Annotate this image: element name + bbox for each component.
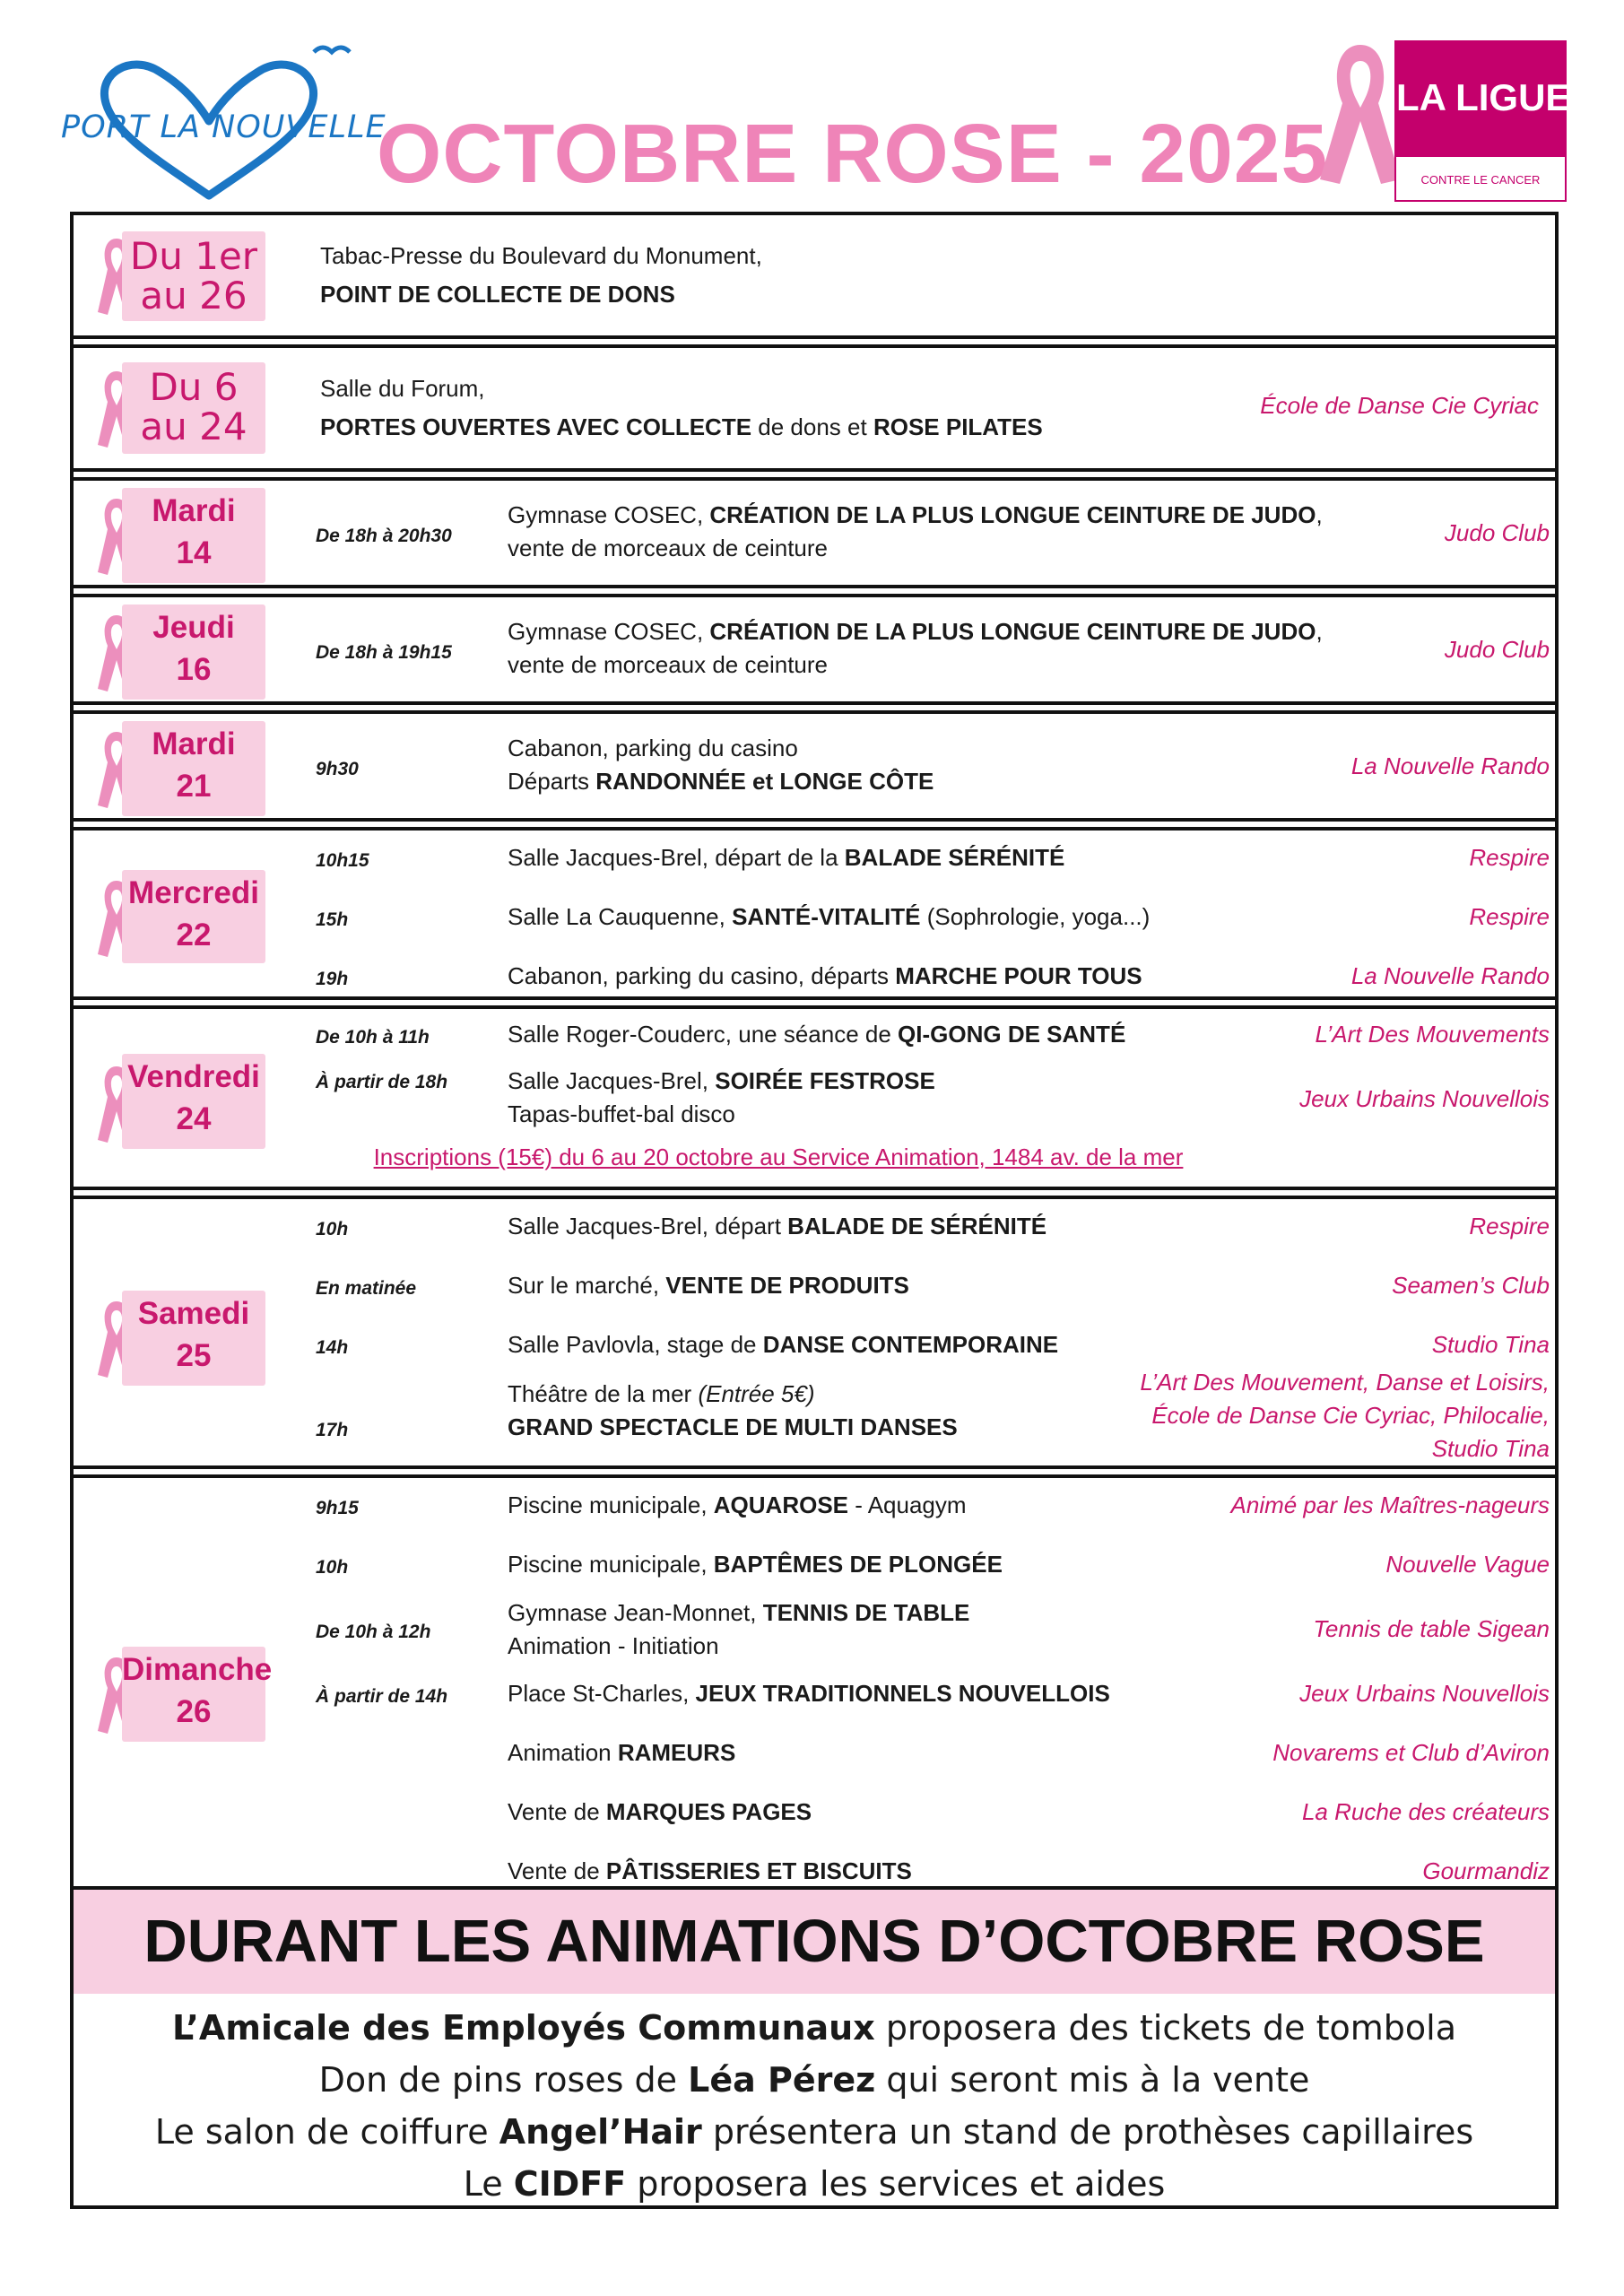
event-time: De 18h à 19h15 [316, 642, 452, 663]
seagull-icon [314, 48, 350, 52]
date-line2: au 24 [140, 404, 248, 448]
event-line: Gymnase COSEC, CRÉATION DE LA PLUS LONGUE CEINTURE DE JUDO, [508, 618, 1323, 645]
event-line: Piscine municipale, AQUAROSE - Aquagym [508, 1492, 967, 1518]
date-line2: au 26 [140, 274, 248, 317]
footer-line: Don de pins roses de Léa Pérez qui seront mis à la vente [318, 2060, 1310, 2100]
date-badge [122, 231, 265, 321]
date-badge [122, 604, 265, 700]
event-time: 9h30 [316, 759, 359, 779]
ligue-title: LA LIGUE [1396, 76, 1571, 118]
program-row [74, 1005, 1555, 1190]
organizer: Seamen’s Club [1392, 1272, 1550, 1299]
date-line2: 26 [176, 1694, 212, 1729]
organizer: Respire [1469, 844, 1550, 871]
date-line2: 25 [176, 1338, 212, 1373]
date-line2: 16 [176, 652, 212, 687]
page-title: OCTOBRE ROSE - 2025 [377, 107, 1329, 200]
program-row [74, 1196, 1555, 1469]
date-line1: Mardi [152, 726, 236, 761]
event-line: Gymnase Jean-Monnet, TENNIS DE TABLE [508, 1599, 970, 1626]
program-table [70, 212, 1559, 1896]
event-line: Salle Jacques-Brel, départ de la BALADE SÉRÉNITÉ [508, 844, 1065, 871]
event-line: Gymnase COSEC, CRÉATION DE LA PLUS LONGUE CEINTURE DE JUDO, [508, 501, 1323, 528]
date-line2: 21 [176, 769, 212, 804]
date-badge [122, 1647, 273, 1742]
event-line: Salle Roger-Couderc, une séance de QI-GONG DE SANTÉ [508, 1021, 1126, 1048]
event-time: À partir de 14h [316, 1686, 448, 1707]
date-line1: Mardi [152, 493, 236, 528]
event-time: 9h15 [316, 1498, 359, 1518]
event-time: 15h [316, 909, 349, 930]
organizer: Judo Club [1444, 519, 1550, 546]
footer-title: DURANT LES ANIMATIONS D’OCTOBRE ROSE [74, 1890, 1555, 1994]
date-line1: Jeudi [152, 610, 235, 645]
date-line1: Dimanche [122, 1652, 273, 1687]
date-badge [122, 870, 265, 963]
event-line: Salle du Forum, [320, 375, 485, 402]
organizer: Jeux Urbains Nouvellois [1299, 1680, 1550, 1707]
event-time: 17h [316, 1420, 349, 1440]
event-time: À partir de 18h [316, 1072, 448, 1092]
organizer: Studio Tina [1431, 1435, 1550, 1462]
program-row [74, 477, 1555, 588]
event-line: Cabanon, parking du casino [508, 735, 798, 761]
date-badge [122, 362, 265, 454]
event-line: Animation - Initiation [508, 1632, 719, 1659]
event-line: Théâtre de la mer (Entrée 5€) [508, 1380, 815, 1407]
program-row [74, 710, 1555, 822]
date-badge [122, 488, 265, 583]
event-time: De 10h à 12h [316, 1622, 431, 1642]
event-line: vente de morceaux de ceinture [508, 535, 828, 561]
program-row [74, 827, 1555, 1000]
event-line: PORTES OUVERTES AVEC COLLECTE de dons et ROSE PILATES [320, 413, 1043, 440]
organizer: L’Art Des Mouvement, Danse et Loisirs, [1140, 1369, 1550, 1396]
event-time: De 10h à 11h [316, 1027, 430, 1048]
event-line: Salle Jacques-Brel, SOIRÉE FESTROSE [508, 1067, 935, 1094]
date-line2: 22 [176, 918, 212, 952]
event-line: POINT DE COLLECTE DE DONS [320, 281, 675, 308]
date-line1: Du 6 [149, 365, 239, 409]
organizer: Tennis de table Sigean [1313, 1615, 1550, 1642]
organizer: La Nouvelle Rando [1350, 752, 1550, 779]
event-line: Piscine municipale, BAPTÊMES DE PLONGÉE [508, 1551, 1003, 1578]
ligue-contre-cancer-logo [1394, 40, 1571, 202]
program-row [74, 1474, 1555, 1896]
event-time: 10h [316, 1219, 349, 1239]
event-line: Vente de MARQUES PAGES [508, 1798, 812, 1825]
event-line: Salle Pavlovla, stage de DANSE CONTEMPORAINE [508, 1331, 1059, 1358]
event-time: De 18h à 20h30 [316, 526, 452, 546]
event-line: Départs RANDONNÉE et LONGE CÔTE [508, 768, 934, 795]
footer-line: Le CIDFF proposera les services et aides [463, 2164, 1166, 2204]
event-line: vente de morceaux de ceinture [508, 651, 828, 678]
footer-box [70, 1886, 1559, 2209]
event-line: GRAND SPECTACLE DE MULTI DANSES [508, 1413, 958, 1440]
organizer: École de Danse Cie Cyriac [1260, 392, 1539, 419]
date-badge [122, 1054, 265, 1149]
organizer: Gourmandiz [1422, 1857, 1550, 1884]
date-line1: Mercredi [128, 875, 259, 910]
organizer: Respire [1469, 1213, 1550, 1239]
event-time: 19h [316, 969, 349, 989]
organizer: Respire [1469, 903, 1550, 930]
event-line: Cabanon, parking du casino, départs MARCHE POUR TOUS [508, 962, 1142, 989]
date-line1: Vendredi [127, 1059, 260, 1094]
date-badge [122, 1291, 265, 1386]
organizer: Nouvelle Vague [1385, 1551, 1550, 1578]
event-line: Animation RAMEURS [508, 1739, 736, 1766]
date-line2: 24 [176, 1101, 212, 1136]
date-line1: Samedi [137, 1296, 250, 1331]
port-la-nouvelle-logo [52, 36, 384, 206]
footer-line: Le salon de coiffure Angel’Hair présentera un stand de prothèses capillaires [154, 2112, 1474, 2152]
organizer: École de Danse Cie Cyriac, Philocalie, [1151, 1402, 1550, 1429]
event-line: Place St-Charles, JEUX TRADITIONNELS NOUVELLOIS [508, 1680, 1110, 1707]
date-badge [122, 721, 265, 816]
organizer: La Ruche des créateurs [1301, 1798, 1550, 1825]
event-line: Salle Jacques-Brel, départ BALADE DE SÉRÉNITÉ [508, 1213, 1047, 1239]
event-line: Tabac-Presse du Boulevard du Monument, [320, 242, 762, 269]
event-line: Tapas-buffet-bal disco [508, 1100, 735, 1127]
event-line: Sur le marché, VENTE DE PRODUITS [508, 1272, 909, 1299]
organizer: Studio Tina [1431, 1331, 1550, 1358]
event-time: 14h [316, 1337, 349, 1358]
event-line: Vente de PÂTISSERIES ET BISCUITS [508, 1857, 912, 1884]
program-row [74, 344, 1555, 472]
organizer: L’Art Des Mouvements [1315, 1021, 1550, 1048]
organizer: Novarems et Club d’Aviron [1272, 1739, 1550, 1766]
event-line: Salle La Cauquenne, SANTÉ-VITALITÉ (Sophrologie, yoga...) [508, 903, 1151, 930]
event-time: 10h15 [316, 850, 369, 871]
organizer: Jeux Urbains Nouvellois [1299, 1085, 1550, 1112]
event-time: 10h [316, 1557, 349, 1578]
organizer: Animé par les Maîtres-nageurs [1230, 1492, 1550, 1518]
program-row [74, 594, 1555, 705]
organizer: Judo Club [1444, 636, 1550, 663]
program-row [74, 215, 1555, 339]
ligue-subtitle: CONTRE LE CANCER [1420, 173, 1541, 187]
town-name: PORT LA NOUVELLE [61, 109, 386, 145]
footer-line: L’Amicale des Employés Communaux proposera des tickets de tombola [172, 2008, 1456, 2048]
event-time: En matinée [316, 1278, 417, 1299]
registration-note[interactable]: Inscriptions (15€) du 6 au 20 octobre au Service Animation, 1484 av. de la mer [373, 1144, 1184, 1170]
date-line1: Du 1er [129, 234, 258, 278]
date-line2: 14 [176, 535, 212, 570]
organizer: La Nouvelle Rando [1350, 962, 1550, 989]
